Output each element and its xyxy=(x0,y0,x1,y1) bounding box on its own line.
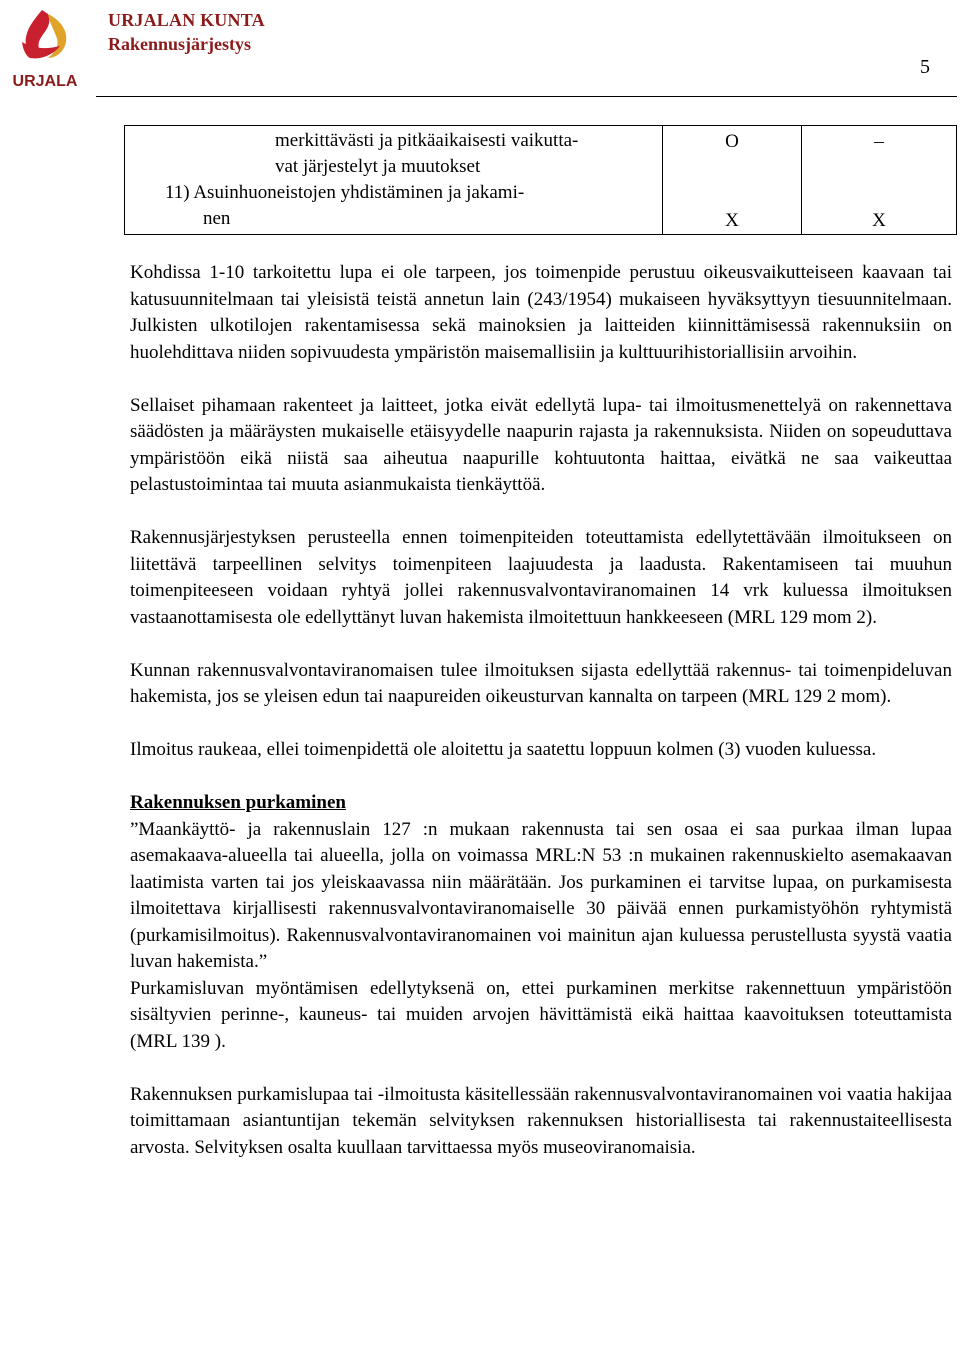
row-b-line1: 11) Asuinhuoneistojen yhdistäminen ja jakami- xyxy=(165,182,525,203)
urjala-logo-icon xyxy=(2,2,88,92)
paragraph-5: Ilmoitus raukeaa, ellei toimenpidettä ole aloitettu ja saatettu loppuun kolmen (3) vuoden kuluessa. xyxy=(130,739,877,760)
document-title: Rakennusjärjestys xyxy=(108,34,252,54)
paragraph-7: Purkamisluvan myöntämisen edellytyksenä on, ettei purkaminen merkitse rakennettuun ympäristöön sisältyvien perinne-, kauneus- tai muiden arvojen hävittämistä eikä haittaa kaavoituksen toteuttamista (MRL 139 ). xyxy=(130,977,952,1052)
row-a-line2: vat järjestelyt ja muutokset xyxy=(275,156,481,177)
table-cell-col2 xyxy=(802,126,957,235)
paragraph-3: Rakennusjärjestyksen perusteella ennen toimenpiteiden toteuttamista edellytettävään ilmoitukseen on liitettävä tarpeellinen selvitys toimenpiteen laajuudesta ja laadusta. Rakentamiseen tai muuhun toimenpiteeseen voidaan ryhtyä jollei rakennusvalvontaviranomainen 14 vrk kuluessa ilmoituksen vastaanottamisesta ole edellyttänyt luvan hakemista ilmoitettuun hankkeeseen (MRL 129 mom 2). xyxy=(130,527,952,628)
paragraph-4: Kunnan rakennusvalvontaviranomaisen tulee ilmoituksen sijasta edellyttää rakennus- tai toimenpideluvan hakemista, jos se yleisen edun tai naapureiden oikeusturvan kannalta on tarpeen (MRL 129 2 mom). xyxy=(130,659,952,707)
paragraph-6: ”Maankäyttö- ja rakennuslain 127 :n mukaan rakennusta tai sen osaa ei saa purkaa ilman lupaa asemakaava-alueella tai alueella, jolla on voimassa MRL:N 53 :n mukainen rakennuskielto asemakaavan laatimista varten tai jos yleiskaavassa niin määrätään. Jos purkaminen ei tarvitse lupaa, on purkamisesta ilmoitettava kirjallisesti rakennusvalvontaviranomaiselle 30 päivää ennen purkamistyöhön ryhtymistä (purkamisilmoitus). Rakennusvalvontaviranomainen voi mainitun ajan kuluessa perustellusta syystä vaatia luvan hakemista.” xyxy=(130,818,952,972)
logo-text: URJALA xyxy=(12,73,78,90)
section-title: Rakennuksen purkaminen xyxy=(130,792,346,813)
row-a-line1: merkittävästi ja pitkäaikaisesti vaikutta- xyxy=(275,130,579,151)
row-a-col2: – xyxy=(874,131,884,152)
table-cell-col1 xyxy=(663,126,802,235)
row-a-col1: O xyxy=(725,131,739,152)
table-row xyxy=(125,126,957,235)
paragraph-8: Rakennuksen purkamislupaa tai -ilmoitusta käsitellessään rakennusvalvontaviranomainen voi vaatia hakijaa toimittamaan asiantuntijan tekemän selvityksen rakennuksen historiallisesta tai rakennustaiteellisesta arvosta. Selvityksen osalta kuullaan tarvittaessa myös museoviranomaisia. xyxy=(130,1083,952,1158)
page-header xyxy=(0,0,960,100)
paragraph-2: Sellaiset pihamaan rakenteet ja laitteet, jotka eivät edellytä lupa- tai ilmoitusmenettelyä on rakennettava säädösten ja määräysten mukaiselle etäisyydelle naapurin rajasta ja rakennuksista. Niiden on sopeuduttava ympäristöön eikä niistä saa aiheutua naapurille kohtuutonta haittaa, eivätkä ne saa vaikeuttaa pelastustoimintaa tai muuta asianmukaista tienkäyttöä. xyxy=(130,394,952,495)
row-b-col1: X xyxy=(725,210,739,231)
paragraph-1: Kohdissa 1-10 tarkoitettu lupa ei ole tarpeen, jos toimenpide perustuu oikeusvaikutteiseen kaavaan tai katusuunnitelmaan tai yleisistä teistä annetun lain (243/1954) mukaiseen hyväksyttyyn tiesuunnitelmaan. Julkisten ulkotilojen rakentamisessa sekä mainoksien ja laitteiden kiinnittämisessä rakennuksiin on huolehdittava niiden sopivuudesta ympäristön maisemallisiin ja kulttuurihistoriallisiin arvoihin. xyxy=(130,262,952,363)
permit-table xyxy=(124,125,957,235)
row-b-col2: X xyxy=(872,210,886,231)
body-text xyxy=(130,260,952,1188)
row-b-line2: nen xyxy=(203,208,231,229)
demolition-section xyxy=(130,790,952,976)
header-divider xyxy=(96,96,957,97)
table-cell-description xyxy=(125,126,663,235)
page-number: 5 xyxy=(920,56,930,78)
organization-name: URJALAN KUNTA xyxy=(108,10,265,30)
